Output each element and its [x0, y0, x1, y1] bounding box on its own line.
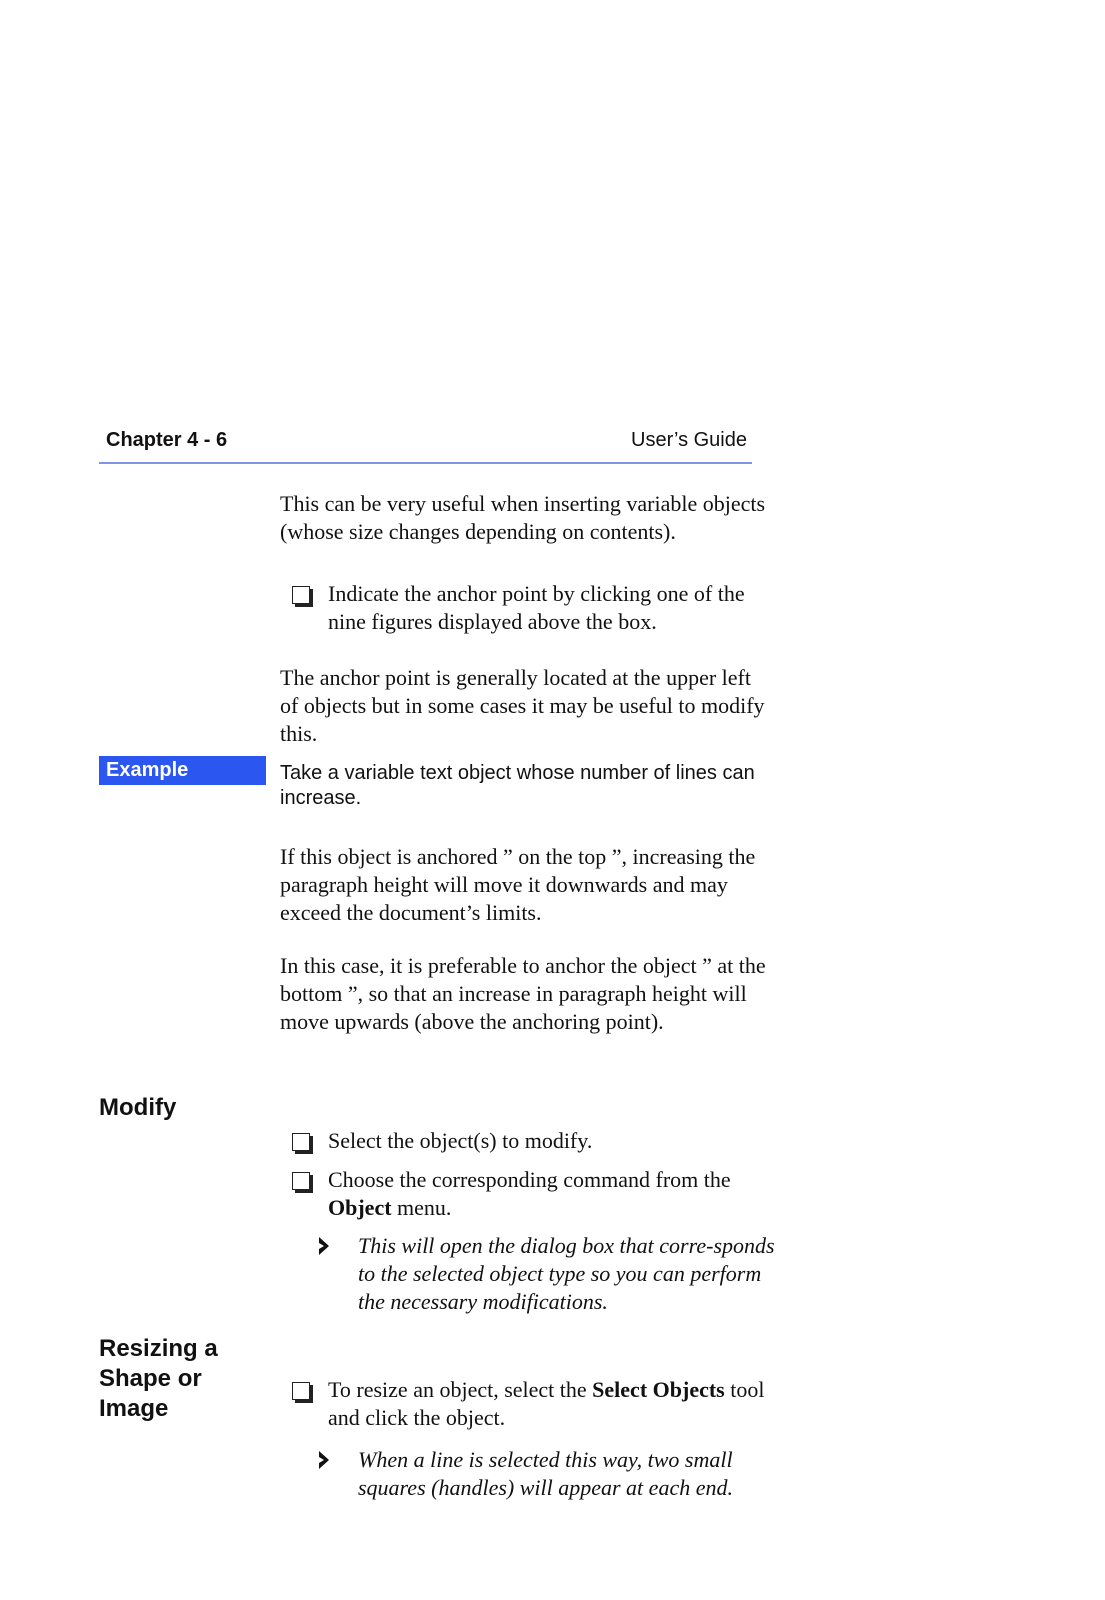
paragraph-anchored-bottom: In this case, it is preferable to anchor the object ” at the bottom ”, so that an increase in paragraph height will move upwards (above the anchoring point). — [280, 953, 766, 1034]
step-choose-command — [280, 1166, 770, 1222]
arrow-bullet-icon — [318, 1450, 330, 1470]
header-divider — [99, 462, 752, 464]
heading-resizing-line3: Image — [99, 1395, 169, 1422]
heading-resizing-line2: Shape or — [99, 1365, 202, 1392]
step-select-objects-text: Select the object(s) to modify. — [328, 1128, 593, 1153]
example-text: Take a variable text object whose number of lines can increase. — [280, 762, 755, 809]
heading-resizing — [99, 1334, 269, 1424]
menu-name-object: Object — [328, 1195, 392, 1220]
checkbox-bullet-icon — [292, 586, 310, 604]
step-resize-object-text: To resize an object, select the Select Objects tool and click the object. — [328, 1377, 765, 1430]
heading-resizing-line1: Resizing a — [99, 1335, 218, 1362]
tool-name-select-objects: Select Objects — [592, 1377, 725, 1402]
step-anchor-point-text: Indicate the anchor point by clicking one of the nine figures displayed above the box. — [328, 581, 745, 634]
guide-title: User’s Guide — [631, 429, 747, 451]
result-resize-handles — [318, 1446, 788, 1502]
result-modify-dialog — [318, 1232, 788, 1316]
step-choose-command-text: Choose the corresponding command from the Object menu. — [328, 1167, 731, 1220]
step-resize-object — [280, 1376, 770, 1432]
checkbox-bullet-icon — [292, 1382, 310, 1400]
paragraph-anchor-location: The anchor point is generally located at the upper left of objects but in some cases it may be useful to modify this. — [280, 665, 765, 746]
result-resize-handles-text: When a line is selected this way, two small squares (handles) will appear at each end. — [358, 1447, 733, 1500]
arrow-bullet-icon — [318, 1236, 330, 1256]
checkbox-bullet-icon — [292, 1133, 310, 1151]
step-select-objects — [280, 1127, 770, 1155]
example-label: Example — [99, 756, 266, 785]
chapter-page-number: Chapter 4 - 6 — [106, 429, 228, 451]
step-anchor-point — [280, 580, 770, 636]
paragraph-variable-objects: This can be very useful when inserting variable objects (whose size changes depending on contents). — [280, 491, 766, 544]
paragraph-anchored-top: If this object is anchored ” on the top ”, increasing the paragraph height will move it downwards and may exceed the document’s limits. — [280, 844, 756, 925]
heading-modify: Modify — [99, 1094, 177, 1121]
checkbox-bullet-icon — [292, 1172, 310, 1190]
result-modify-dialog-text: This will open the dialog box that corre-sponds to the selected object type so you can perform the necessary modifications. — [358, 1233, 775, 1314]
